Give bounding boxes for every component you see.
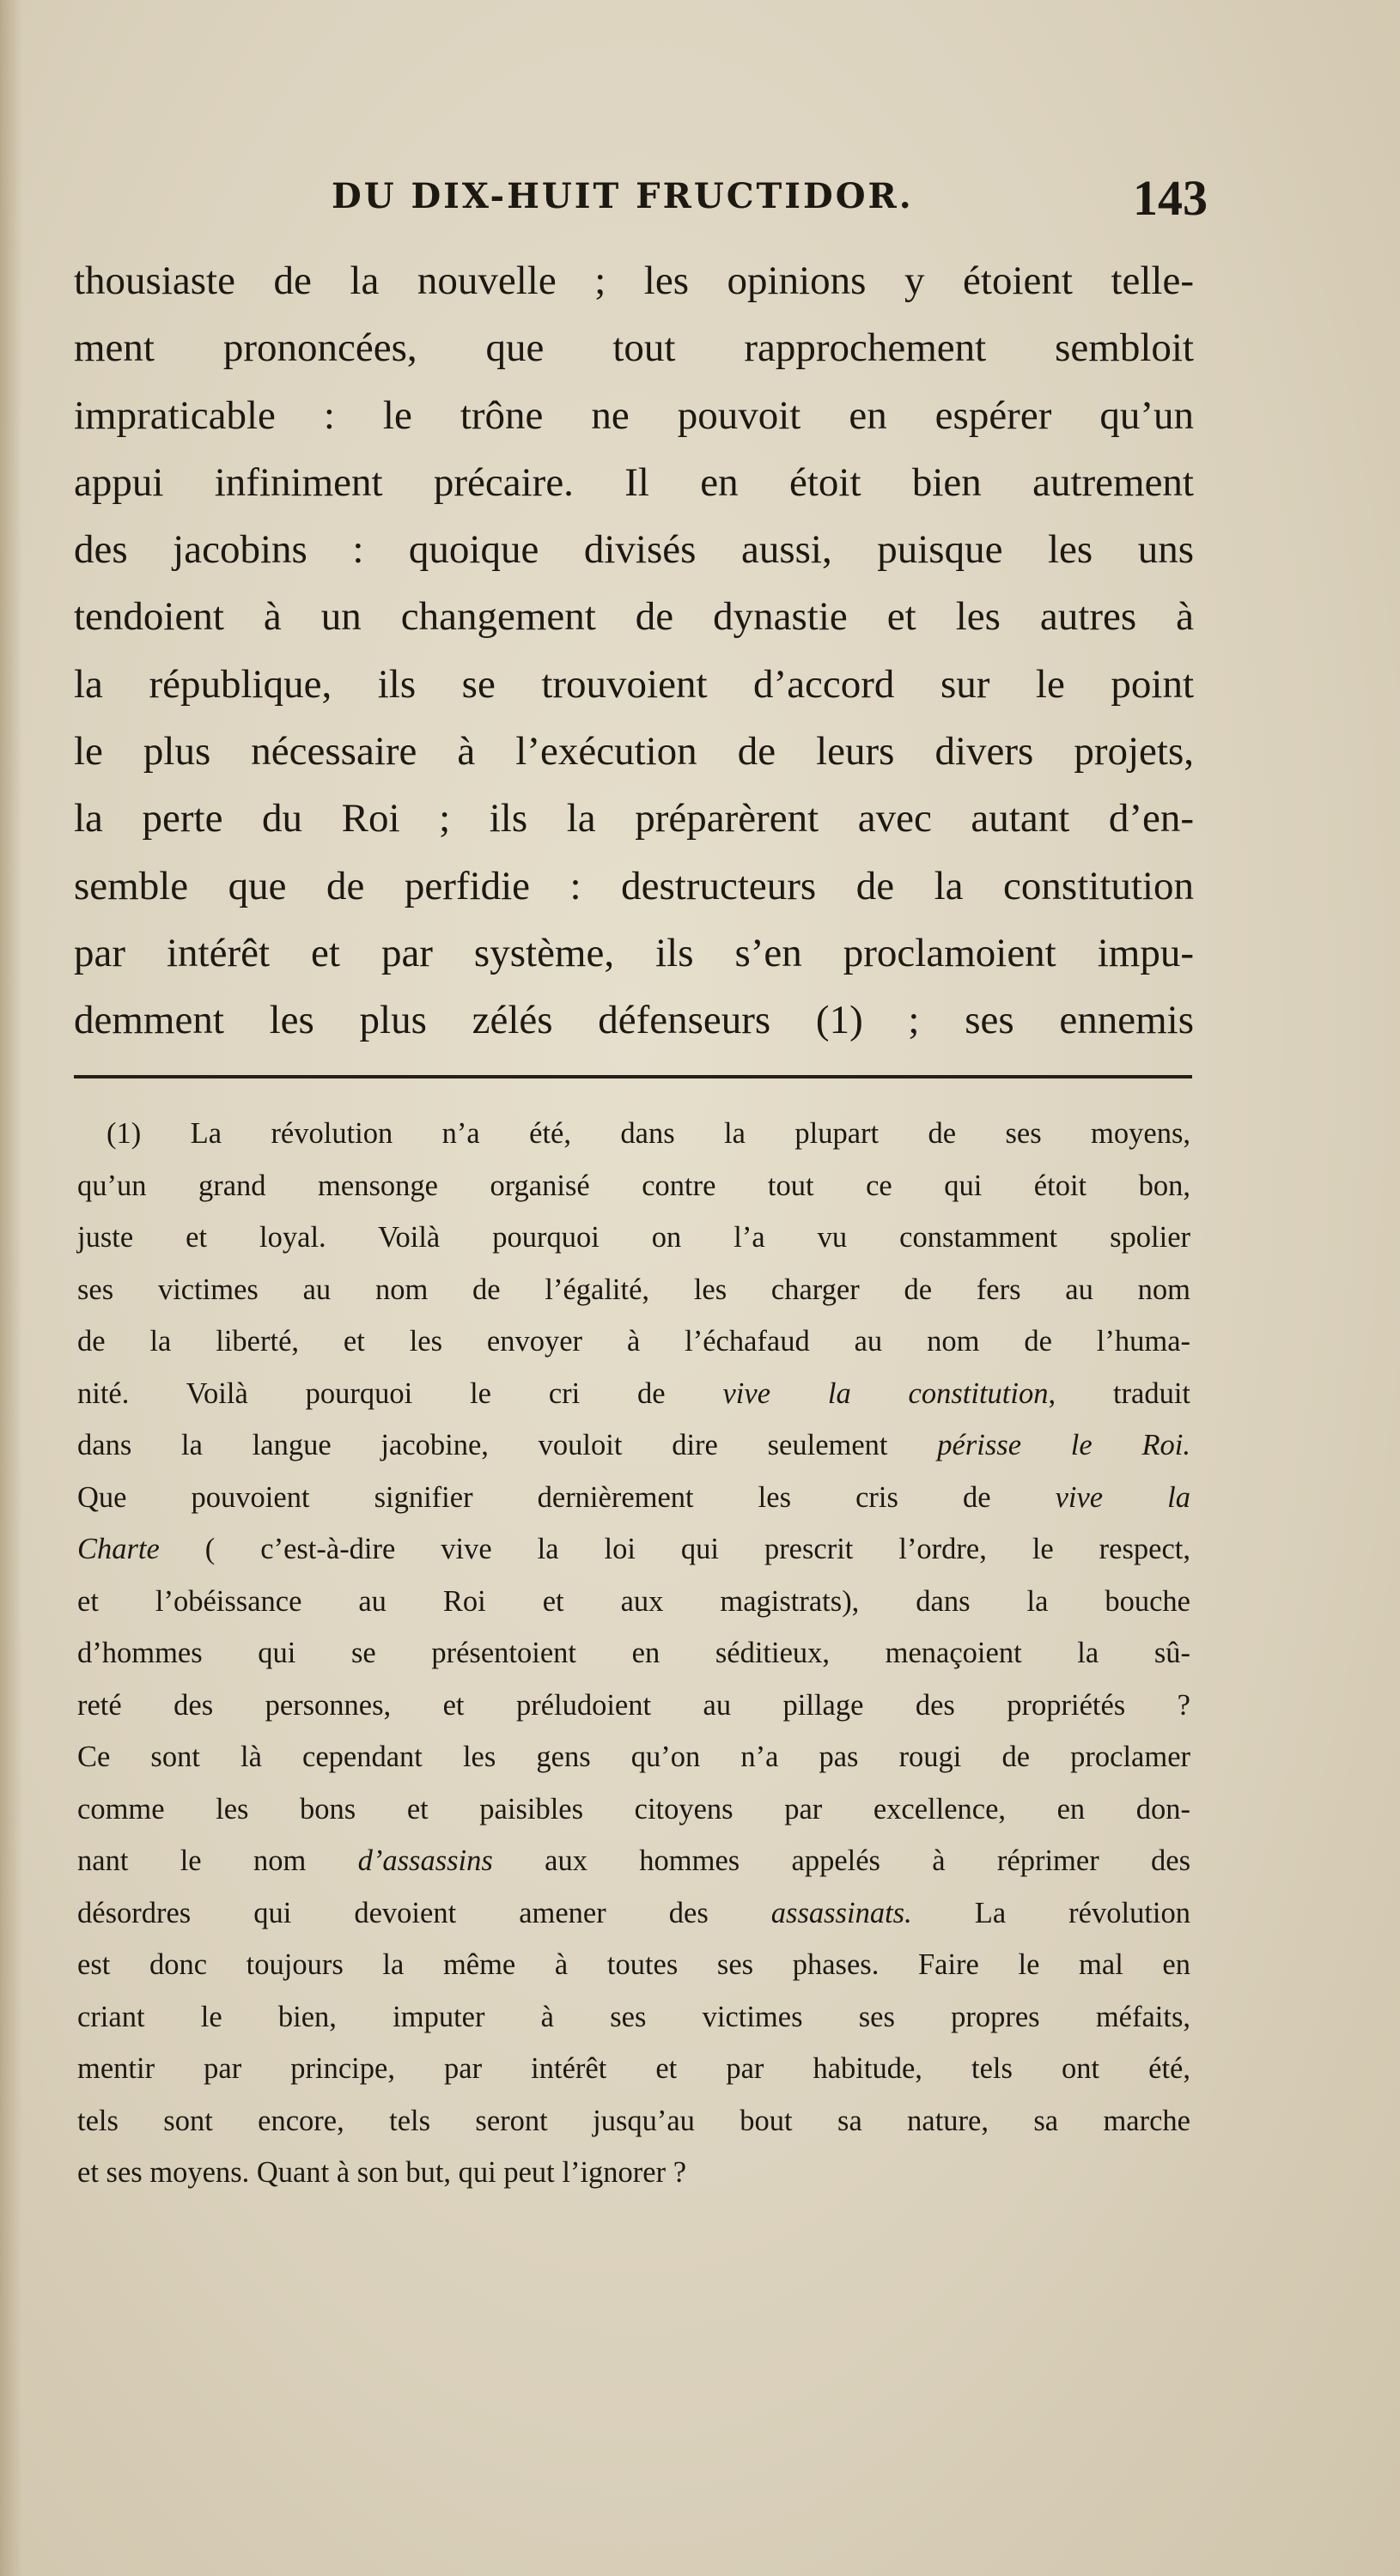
footnote-line: reté des personnes, et préludoient au pillage des propriétés ? [77,1688,1190,1722]
footnote-line [77,1472,1190,1524]
footnote-line: ses victimes au nom de l’égalité, les charger de fers au nom [77,1273,1190,1306]
footnote [77,1108,1190,2199]
footnote-line [77,1523,1190,1576]
footnote-line [77,1835,1190,1887]
main-text-line: tendoient à un changement de dynastie et les autres à [74,594,1194,640]
main-text-line: semble que de perfidie : destructeurs de la constitution [74,863,1194,908]
page-header [74,170,1208,236]
footnote-text: dans la langue jacobine, vouloit dire seulement [77,1429,938,1461]
footnote-separator-rule [74,1075,1192,1078]
main-text-line: demment les plus zélés défenseurs (1) ; ses ennemis [74,998,1194,1043]
footnote-line: Ce sont là cependant les gens qu’on n’a pas rougi de proclamer [77,1741,1190,1773]
main-text-line: le plus nécessaire à l’exécution de leurs divers projets, [74,729,1194,775]
footnote-line: et ses moyens. Quant à son but, qui peut l’ignorer ? [77,2156,687,2189]
footnote-line: qu’un grand mensonge organisé contre tout ce qui étoit bon, [77,1169,1190,1202]
footnote-italic-text: d’assassins [357,1844,493,1877]
footnote-italic-text: assassinats. [770,1896,912,1929]
footnote-line: juste et loyal. Voilà pourquoi on l’a vu constamment spolier [77,1221,1190,1254]
footnote-line: criant le bien, imputer à ses victimes ses propres méfaits, [77,2000,1190,2033]
footnote-text: nant le nom [77,1844,358,1877]
page-edge-shadow [0,0,22,2576]
page-number: 143 [1133,170,1208,226]
footnote-line: et l’obéissance au Roi et aux magistrats), dans la bouche [77,1584,1190,1618]
main-text-line: thousiaste de la nouvelle ; les opinions y étoient telle- [74,258,1194,303]
footnote-italic-text: vive la constitution [722,1376,1049,1410]
footnote-line [77,1368,1190,1420]
footnote-line: de la liberté, et les envoyer à l’échafaud au nom de l’huma- [77,1325,1190,1358]
footnote-line: mentir par principe, par intérêt et par habitude, tels ont été, [77,2052,1190,2085]
footnote-line: est donc toujours la même à toutes ses phases. Faire le mal en [77,1948,1190,1981]
main-text-line: appui infiniment précaire. Il en étoit bien autrement [74,459,1194,505]
footnote-text: aux hommes appelés à réprimer des [492,1844,1190,1877]
footnote-text: Que pouvoient signifier dernièrement les cris de [77,1480,1056,1514]
main-text-line: impraticable : le trône ne pouvoit en espérer qu’un [74,392,1194,438]
main-text-line: des jacobins : quoique divisés aussi, puisque les uns [74,527,1194,573]
footnote-line: d’hommes qui se présentoient en séditieux, menaçoient la sû- [77,1637,1190,1669]
footnote-line [77,1419,1190,1472]
footnote-text: désordres qui devoient amener des [77,1896,771,1929]
footnote-line: (1) La révolution n’a été, dans la plupart de ses moyens, [107,1117,1190,1150]
footnote-text: , traduit [1048,1376,1191,1410]
main-text-line: la république, ils se trouvoient d’accord sur le point [74,661,1194,707]
main-text-line: la perte du Roi ; ils la préparèrent avec autant d’en- [74,796,1194,841]
main-text-line: par intérêt et par système, ils s’en proclamoient impu- [74,930,1194,975]
footnote-text: La révolution [911,1896,1190,1929]
main-text [74,247,1194,1054]
footnote-text: ( c’est-à-dire vive la loi qui prescrit l’ordre, le respect, [159,1533,1190,1565]
footnote-text: nité. Voilà pourquoi le cri de [77,1376,723,1410]
running-title: DU DIX-HUIT FRUCTIDOR. [332,176,914,216]
footnote-italic-text: Charte [77,1533,160,1565]
footnote-line: tels sont encore, tels seront jusqu’au bout sa nature, sa marche [77,2104,1190,2137]
main-text-line: ment prononcées, que tout rapprochement sembloit [74,325,1194,371]
footnote-line [77,1887,1190,1940]
footnote-italic-text: périsse le Roi. [937,1429,1191,1461]
footnote-line: comme les bons et paisibles citoyens par excellence, en don- [77,1792,1190,1826]
footnote-italic-text: vive la [1055,1480,1191,1514]
